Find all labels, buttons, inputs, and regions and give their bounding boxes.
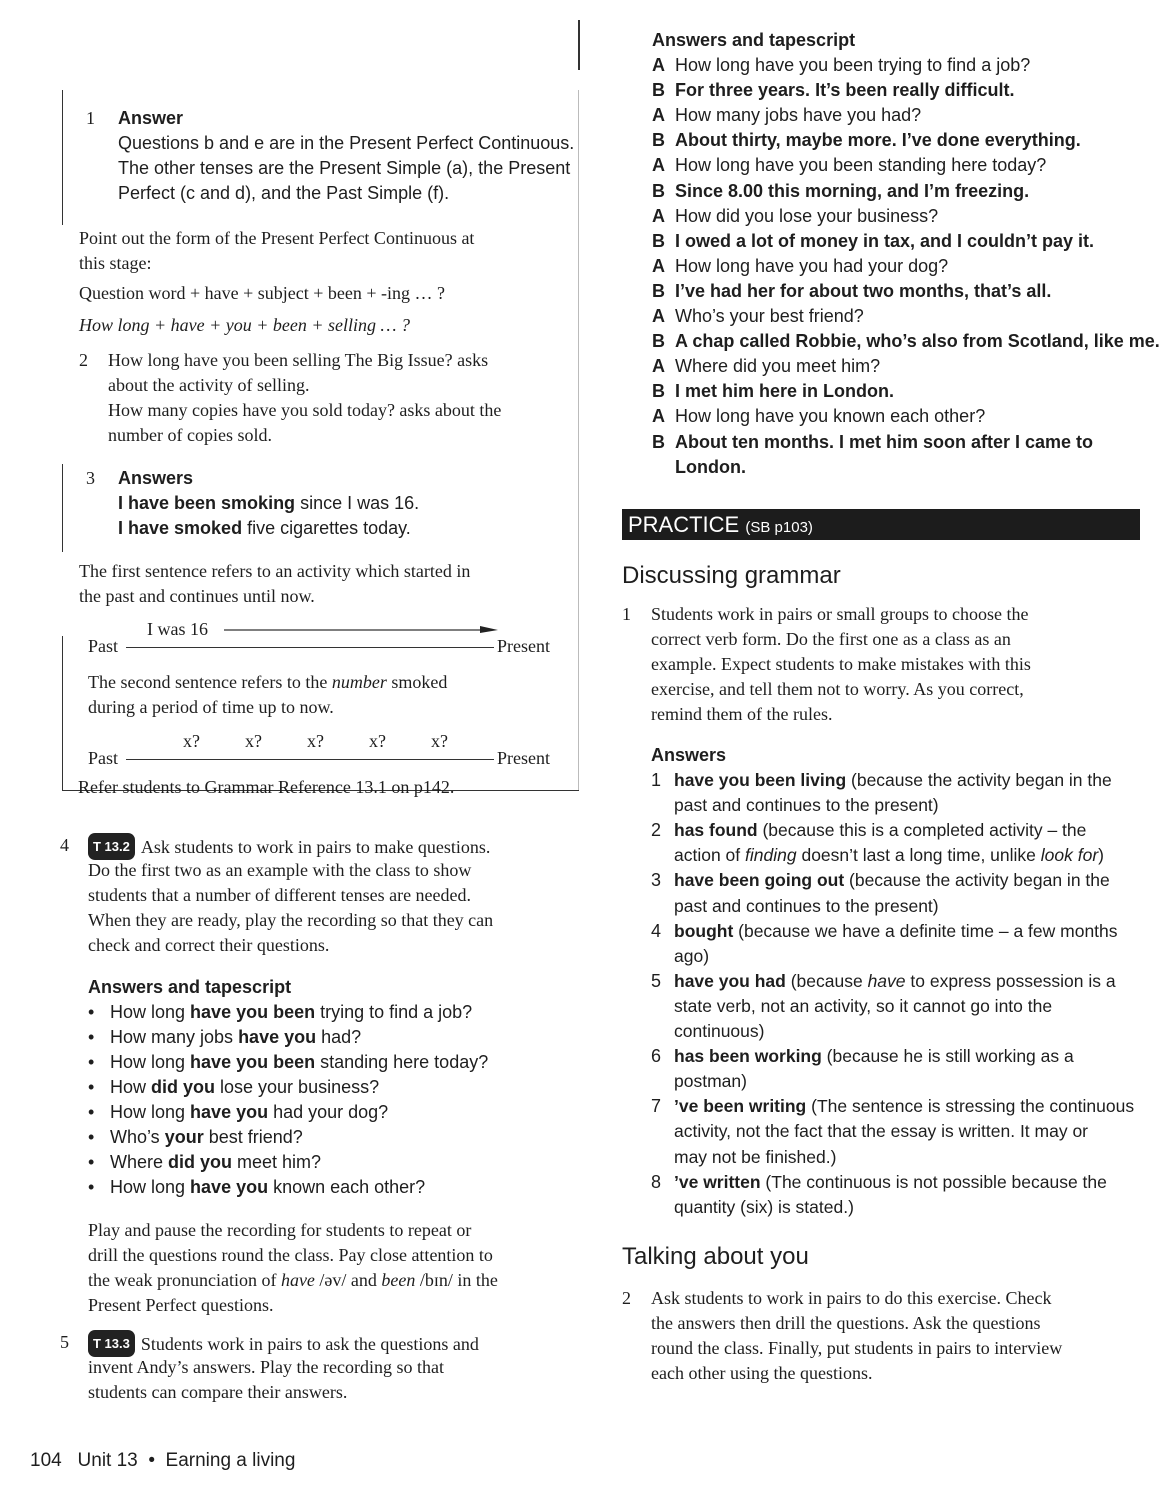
timeline-present: Present xyxy=(497,636,550,656)
answer-number: 4 xyxy=(651,920,662,941)
dialogue-line: I’ve had her for about two months, that’s all. xyxy=(675,280,1052,301)
paragraph-line: correct verb form. Do the first one as a class as an xyxy=(651,629,1011,649)
answer-line: ago) xyxy=(674,945,710,966)
dialogue-line: How long have you known each other? xyxy=(675,406,986,427)
answer-number: 5 xyxy=(651,970,662,991)
dialogue-line: London. xyxy=(675,456,746,477)
speaker-label: B xyxy=(652,331,665,352)
speaker-label: A xyxy=(652,155,665,176)
paragraph-line: this stage: xyxy=(79,253,152,273)
speaker-label: B xyxy=(652,431,665,452)
unit-title: Earning a living xyxy=(165,1450,296,1471)
answer-line: ’ve written (The continuous is not possible because the xyxy=(674,1171,1107,1192)
speaker-label: A xyxy=(652,55,665,75)
paragraph-line: The second sentence refers to the number smoked xyxy=(88,672,448,692)
speaker-label: B xyxy=(652,230,665,251)
paragraph-line: number of copies sold. xyxy=(108,425,272,445)
paragraph-line: students that a number of different tenses are needed. xyxy=(88,885,472,905)
speaker-label: A xyxy=(652,255,665,276)
speaker-label: A xyxy=(652,356,665,377)
answer-line: I have smoked five cigarettes today. xyxy=(118,518,411,538)
answer-line: past and continues to the present) xyxy=(674,895,939,916)
dialogue-line: I owed a lot of money in tax, and I couldn’t pay it. xyxy=(675,230,1095,251)
timeline-arrow xyxy=(224,624,500,636)
paragraph-line: The first sentence refers to an activity which started in xyxy=(79,561,471,581)
answer-line: continuous) xyxy=(674,1021,765,1041)
paragraph-line: invent Andy’s answers. Play the recording so that xyxy=(88,1357,444,1377)
paragraph-line: Students work in pairs or small groups to choose the xyxy=(651,604,1029,624)
answer-line: postman) xyxy=(674,1071,747,1092)
tapescript-tag[interactable]: T 13.3 xyxy=(88,1330,135,1357)
page-footer: 104 Unit 13 • Earning a living xyxy=(30,1450,296,1471)
paragraph-line: Play and pause the recording for students to repeat or xyxy=(88,1220,472,1240)
box-right-border xyxy=(578,20,580,70)
paragraph-line: Present Perfect questions. xyxy=(88,1295,274,1315)
answer-line: Questions b and e are in the Present Perfect Continuous. xyxy=(118,133,575,153)
answer-line: quantity (six) is stated.) xyxy=(674,1196,854,1217)
item-number: 1 xyxy=(86,108,95,128)
answer-line: state verb, not an activity, so it cannot go into the xyxy=(674,995,1053,1016)
speaker-label: B xyxy=(652,130,665,151)
dialogue-line: I met him here in London. xyxy=(675,381,895,402)
paragraph-line: each other using the questions. xyxy=(651,1363,873,1383)
paragraph-line: exercise, and tell them not to worry. As you correct, xyxy=(651,679,1024,699)
paragraph-line: round the class. Finally, put students in pairs to interview xyxy=(651,1338,1063,1358)
answer-number: 2 xyxy=(651,820,662,841)
dialogue-line: How many jobs have you had? xyxy=(675,105,922,126)
answer-number: 1 xyxy=(651,770,662,790)
item-number: 2 xyxy=(622,1288,631,1308)
practice-title: PRACTICE (SB p103) xyxy=(628,512,813,537)
paragraph-line: example. Expect students to make mistakes with this xyxy=(651,654,1031,674)
unit-label: Unit 13 xyxy=(77,1450,138,1471)
dialogue-line: How long have you been standing here today? xyxy=(675,155,1047,176)
item-number: 5 xyxy=(60,1332,69,1352)
answers-heading: Answers xyxy=(118,468,194,488)
dialogue-line: About thirty, maybe more. I’ve done everything. xyxy=(675,130,1081,151)
list-item: • How did you lose your business? xyxy=(110,1075,379,1100)
timeline-mark: x? xyxy=(245,731,262,751)
speaker-label: A xyxy=(652,406,665,427)
box-left-border-3 xyxy=(62,464,63,552)
answer-line: have you been living (because the activity began in the xyxy=(674,770,1112,790)
list-item: • How long have you had your dog? xyxy=(110,1100,388,1125)
answer-heading: Answer xyxy=(118,108,184,128)
list-item: • Where did you meet him? xyxy=(110,1150,321,1175)
dialogue-line: About ten months. I met him soon after I came to xyxy=(675,431,1094,452)
dialogue-line: Where did you meet him? xyxy=(675,356,881,377)
timeline-mark: x? xyxy=(369,731,386,751)
timeline-past: Past xyxy=(88,748,119,768)
paragraph-line: the weak pronunciation of have /əv/ and been /bɪn/ in the xyxy=(88,1270,498,1290)
paragraph-line: Ask students to work in pairs to do this exercise. Check xyxy=(651,1288,1052,1308)
answer-line: I have been smoking since I was 16. xyxy=(118,493,420,513)
paragraph-line: students can compare their answers. xyxy=(88,1382,348,1402)
answer-line: past and continues to the present) xyxy=(674,795,939,816)
paragraph-line: drill the questions round the class. Pay close attention to xyxy=(88,1245,493,1265)
grammar-reference: Refer students to Grammar Reference 13.1 on p142. xyxy=(78,777,455,797)
section-heading: Discussing grammar xyxy=(622,562,841,589)
answers-heading: Answers xyxy=(651,745,727,765)
practice-banner xyxy=(622,509,1140,540)
paragraph-line: Point out the form of the Present Perfect Continuous at xyxy=(79,228,475,248)
answer-line: Perfect (c and d), and the Past Simple (f). xyxy=(118,183,450,203)
tapescript-heading: Answers and tapescript xyxy=(652,30,856,50)
speaker-label: B xyxy=(652,180,665,201)
dialogue-line: How long have you had your dog? xyxy=(675,255,949,276)
answer-line: have been going out (because the activity began in the xyxy=(674,870,1110,891)
timeline-axis xyxy=(126,647,494,648)
speaker-label: B xyxy=(652,280,665,301)
formula-example: How long + have + you + been + selling … ? xyxy=(79,315,411,335)
paragraph-line: the past and continues until now. xyxy=(79,586,315,606)
answer-line: may not be finished.) xyxy=(674,1146,837,1167)
formula-question: Question word + have + subject + been + -ing … ? xyxy=(79,283,446,303)
answer-line: have you had (because have to express possession is a xyxy=(674,970,1116,991)
list-item: • How long have you been standing here today? xyxy=(110,1050,488,1075)
answer-number: 8 xyxy=(651,1171,662,1192)
dialogue-line: For three years. It’s been really difficult. xyxy=(675,80,1015,101)
dialogue-line: How long have you been trying to find a job? xyxy=(675,55,1031,75)
answer-line: activity, not the fact that the essay is written. It may or xyxy=(674,1121,1089,1142)
box-left-border xyxy=(62,90,63,225)
item-number: 1 xyxy=(622,604,631,624)
paragraph-line: during a period of time up to now. xyxy=(88,697,334,717)
answer-line: has found (because this is a completed activity – the xyxy=(674,820,1087,841)
speaker-label: A xyxy=(652,306,665,326)
timeline-label: I was 16 xyxy=(147,619,208,639)
paragraph-line: the answers then drill the questions. Ask the questions xyxy=(651,1313,1041,1333)
speaker-label: A xyxy=(652,205,665,226)
list-item: • How long have you been trying to find a job? xyxy=(110,1000,472,1025)
paragraph-line: about the activity of selling. xyxy=(108,375,310,395)
answer-number: 6 xyxy=(651,1046,662,1067)
dialogue-line: Who’s your best friend? xyxy=(675,306,864,326)
list-item: • Who’s your best friend? xyxy=(110,1125,303,1150)
paragraph-line: How long have you been selling The Big Issue? asks xyxy=(108,350,489,370)
answer-number: 7 xyxy=(651,1096,662,1117)
dialogue-line: A chap called Robbie, who’s also from Scotland, like me. xyxy=(675,331,1160,352)
box-right-border-lower xyxy=(578,90,579,790)
paragraph-line: check and correct their questions. xyxy=(88,935,330,955)
paragraph-line: Do the first two as an example with the class to show xyxy=(88,860,472,880)
paragraph-line: T 13.3 Students work in pairs to ask the questions and xyxy=(88,1330,479,1357)
speaker-label: B xyxy=(652,381,665,402)
section-heading: Talking about you xyxy=(622,1243,809,1270)
timeline-mark: x? xyxy=(431,731,448,751)
answer-line: The other tenses are the Present Simple (a), the Present xyxy=(118,158,571,178)
dialogue-line: How did you lose your business? xyxy=(675,205,939,226)
paragraph-line: How many copies have you sold today? asks about the xyxy=(108,400,502,420)
timeline-axis xyxy=(126,759,494,760)
timeline-past: Past xyxy=(88,636,119,656)
speaker-label: A xyxy=(652,105,665,126)
item-number: 2 xyxy=(79,350,88,370)
dialogue-line: Since 8.00 this morning, and I’m freezing. xyxy=(675,180,1030,201)
paragraph-line: When they are ready, play the recording so that they can xyxy=(88,910,494,930)
paragraph-line: T 13.2 Ask students to work in pairs to make questions. xyxy=(88,833,490,860)
page-number: 104 xyxy=(30,1450,62,1471)
item-number: 3 xyxy=(86,468,95,488)
timeline-mark: x? xyxy=(307,731,324,751)
paragraph-line: remind them of the rules. xyxy=(651,704,833,724)
timeline-present: Present xyxy=(497,748,550,768)
box-left-border-lower xyxy=(62,636,63,790)
timeline-mark: x? xyxy=(183,731,200,751)
answer-line: action of finding doesn’t last a long time, unlike look for) xyxy=(674,845,1104,866)
tapescript-tag[interactable]: T 13.2 xyxy=(88,833,135,860)
speaker-label: B xyxy=(652,80,665,101)
list-item: • How many jobs have you had? xyxy=(110,1025,361,1050)
answer-number: 3 xyxy=(651,870,662,891)
answer-line: has been working (because he is still working as a xyxy=(674,1046,1074,1067)
answer-line: ’ve been writing (The sentence is stressing the continuous xyxy=(674,1096,1135,1117)
tapescript-heading: Answers and tapescript xyxy=(88,977,292,997)
item-number: 4 xyxy=(60,835,69,855)
answer-line: bought (because we have a definite time – a few months xyxy=(674,920,1118,941)
list-item: • How long have you known each other? xyxy=(110,1175,425,1200)
